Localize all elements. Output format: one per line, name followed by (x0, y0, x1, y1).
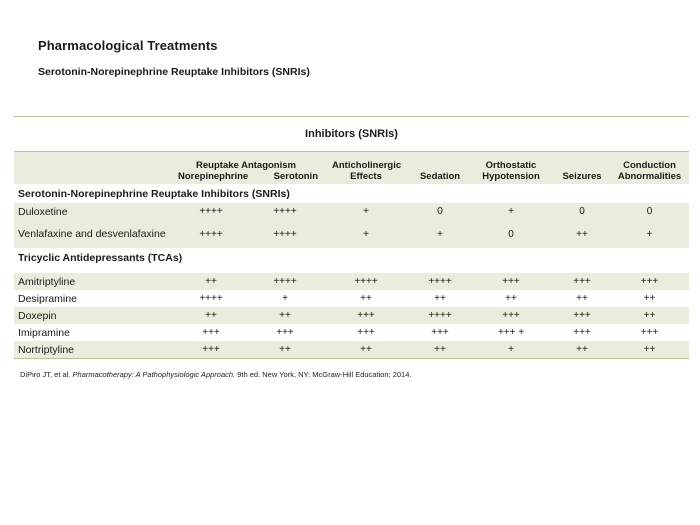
cell-norepinephrine: +++ (172, 341, 250, 359)
citation-work: Pharmacotherapy: A Pathophysiologic Approach. (72, 370, 236, 379)
table-row (14, 324, 689, 341)
cell-orthostatic: + (468, 341, 554, 359)
page-subtitle: Serotonin-Norepinephrine Reuptake Inhibitors (SNRIs) (38, 66, 310, 78)
cell-serotonin: ++ (250, 341, 320, 359)
cell-norepinephrine: ++++ (199, 293, 223, 304)
cell-norepinephrine: ++ (172, 273, 250, 290)
cell-sedation: ++++ (412, 273, 468, 290)
cell-sedation: ++ (412, 341, 468, 359)
cell-serotonin: ++ (250, 307, 320, 324)
drug-name: Venlafaxine and desvenlafaxine (14, 220, 172, 248)
cell-conduction: +++ (640, 327, 659, 338)
citation (20, 370, 412, 379)
cell-anticholinergic: +++ (320, 307, 412, 324)
table-row (14, 203, 689, 220)
cell-conduction: +++ (610, 273, 689, 290)
header-orthostatic: Orthostatic Hypotension (468, 152, 554, 184)
cell-anticholinergic: + (320, 220, 412, 248)
drug-name: Nortriptyline (14, 341, 172, 359)
section-label-snris: Serotonin-Norepinephrine Reuptake Inhibitors (SNRIs) (14, 184, 689, 203)
cell-anticholinergic: +++ (357, 327, 375, 338)
header-reuptake-group: Reuptake Antagonism (196, 160, 296, 171)
cell-seizures: +++ (554, 307, 610, 324)
cell-sedation: ++ (434, 293, 446, 304)
drug-comparison-table (14, 116, 689, 359)
cell-seizures: +++ (573, 327, 591, 338)
cell-serotonin: ++++ (250, 273, 320, 290)
citation-authors: DiPiro JT, et al. (20, 370, 71, 379)
cell-orthostatic: +++ + (497, 327, 525, 338)
cell-seizures: ++ (554, 220, 610, 248)
cell-orthostatic: +++ (468, 307, 554, 324)
cell-sedation: +++ (431, 327, 449, 338)
cell-sedation: ++++ (412, 307, 468, 324)
cell-anticholinergic: ++++ (320, 273, 412, 290)
cell-sedation: + (412, 220, 468, 248)
cell-orthostatic: 0 (468, 220, 554, 248)
drug-name: Amitriptyline (14, 273, 172, 290)
header-serotonin: Serotonin (273, 171, 319, 182)
header-blank (14, 152, 172, 184)
citation-details: 9th ed. New York, NY: McGraw-Hill Education; 2014. (237, 370, 412, 379)
cell-conduction: + (610, 220, 689, 248)
drug-name: Duloxetine (14, 203, 172, 220)
header-sedation: Sedation (412, 152, 468, 184)
cell-norepinephrine: ++++ (172, 220, 250, 248)
table-row (14, 290, 689, 307)
header-reuptake-antagonism (172, 152, 320, 184)
cell-anticholinergic: ++ (360, 293, 372, 304)
header-conduction: Conduction Abnormalities (610, 152, 689, 184)
cell-serotonin: ++++ (250, 220, 320, 248)
cell-conduction: ++ (643, 293, 656, 304)
cell-orthostatic: ++ (505, 293, 517, 304)
drug-name: Doxepin (14, 307, 172, 324)
table-caption: Inhibitors (SNRIs) (14, 117, 689, 152)
cell-serotonin: +++ (276, 327, 294, 338)
cell-sedation: 0 (412, 203, 468, 220)
cell-orthostatic: + (468, 203, 554, 220)
cell-seizures: ++ (554, 341, 610, 359)
table-row (14, 220, 689, 248)
cell-anticholinergic: + (320, 203, 412, 220)
cell-conduction: ++ (610, 341, 689, 359)
header-seizures: Seizures (554, 152, 610, 184)
cell-serotonin: ++++ (250, 203, 320, 220)
cell-conduction: 0 (610, 203, 689, 220)
cell-norepinephrine: +++ (202, 327, 220, 338)
header-norepinephrine: Norepinephrine (178, 171, 249, 182)
cell-anticholinergic: ++ (320, 341, 412, 359)
page-title: Pharmacological Treatments (38, 38, 218, 53)
cell-seizures: +++ (554, 273, 610, 290)
cell-serotonin: + (282, 293, 288, 304)
cell-conduction: ++ (610, 307, 689, 324)
drug-name: Imipramine (18, 326, 70, 339)
section-label-tcas: Tricyclic Antidepressants (TCAs) (14, 248, 689, 267)
cell-norepinephrine: ++ (172, 307, 250, 324)
cell-seizures: ++ (576, 293, 588, 304)
table-row (14, 341, 689, 359)
cell-norepinephrine: ++++ (172, 203, 250, 220)
drug-name: Desipramine (18, 292, 77, 305)
header-anticholinergic: Anticholinergic Effects (320, 152, 412, 184)
table-row (14, 273, 689, 290)
cell-seizures: 0 (554, 203, 610, 220)
table-row (14, 307, 689, 324)
cell-orthostatic: +++ (468, 273, 554, 290)
